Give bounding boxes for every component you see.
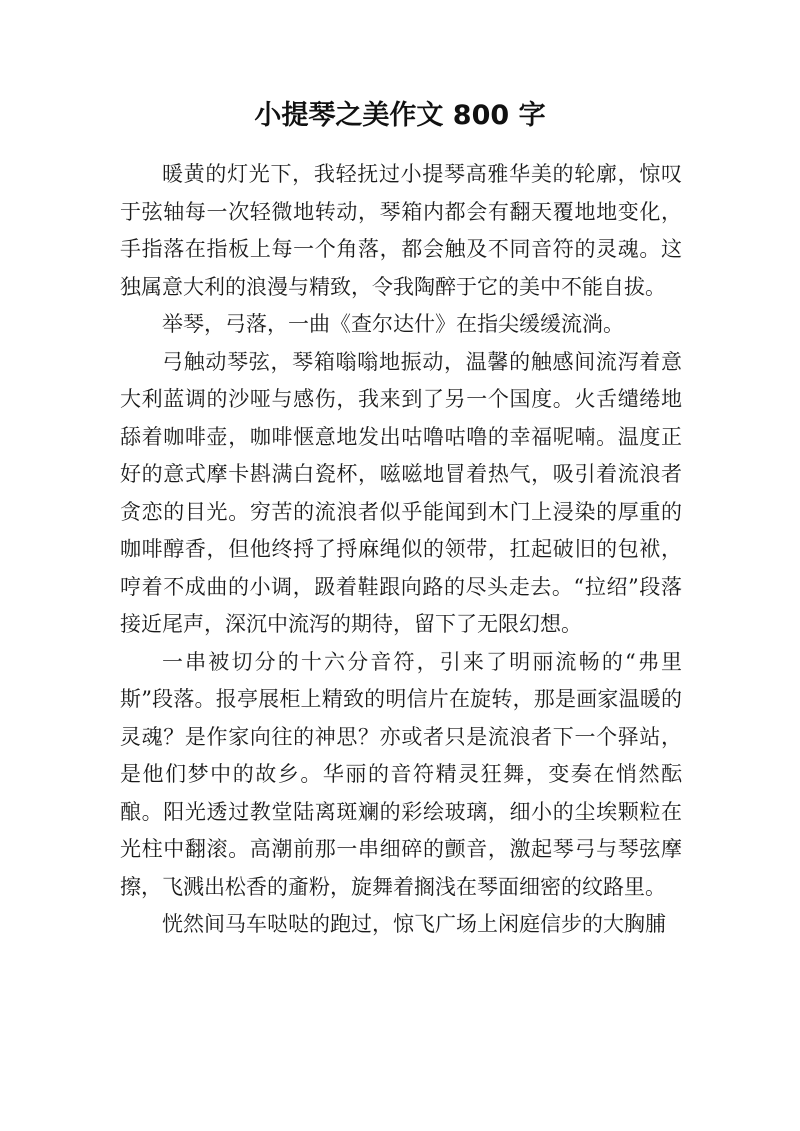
paragraph: 一串被切分的十六分音符，引来了明丽流畅的“弗里斯”段落。报亭展柜上精致的明信片在旋转，那是画家温暖的灵魂？是作家向往的神思？亦或者只是流浪者下一个驿站，是他们梦中的故乡。华丽的音符精灵狂舞，变奏在悄然酝酿。阳光透过教堂陆离斑斓的彩绘玻璃，细小的尘埃颗粒在光柱中翻滚。高潮前那一串细碎的颤音，激起琴弓与琴弦摩擦，飞溅出松香的齑粉，旋舞着搁浅在琴面细密的纹路里。 (120, 649, 682, 899)
paragraph: 暖黄的灯光下，我轻抚过小提琴高雅华美的轮廓，惊叹于弦轴每一次轻微地转动，琴箱内都会有翻天覆地地变化，手指落在指板上每一个角落，都会触及不同音符的灵魂。这独属意大利的浪漫与精致，令我陶醉于它的美中不能自拔。 (120, 162, 682, 299)
paragraph: 恍然间马车哒哒的跑过，惊飞广场上闲庭信步的大胸脯 (162, 912, 666, 936)
document-body (120, 156, 682, 944)
paragraph: 举琴，弓落，一曲《查尔达什》在指尖缓缓流淌。 (162, 312, 624, 336)
paragraph: 弓触动琴弦，琴箱嗡嗡地振动，温馨的触感间流泻着意大利蓝调的沙哑与感伤，我来到了另一个国度。火舌缱绻地舔着咖啡壶，咖啡惬意地发出咕噜咕噜的幸福呢喃。温度正好的意式摩卡斟满白瓷杯，嗞嗞地冒着热气，吸引着流浪者贪恋的目光。穷苦的流浪者似乎能闻到木门上浸染的厚重的咖啡醇香，但他终捋了捋麻绳似的领带，扛起破旧的包袱，哼着不成曲的小调，趿着鞋跟向路的尽头走去。“拉绍”段落接近尾声，深沉中流泻的期待，留下了无限幻想。 (120, 349, 682, 636)
document-title: 小提琴之美作文 800 字 (254, 100, 546, 131)
